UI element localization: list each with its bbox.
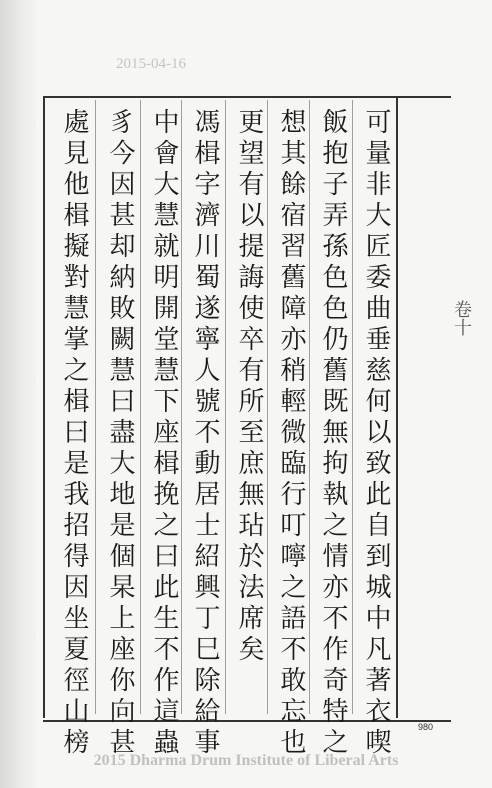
text-column-8: 處見他楫擬對慧掌之楫曰是我招得因坐夏徑山榜 bbox=[59, 108, 89, 759]
frame-right-rule bbox=[396, 96, 398, 718]
text-column-1: 可量非大匠委曲垂慈何以致此自到城中凡著衣喫 bbox=[361, 108, 391, 759]
column-separator bbox=[309, 100, 310, 714]
page-number: 980 bbox=[418, 722, 434, 732]
text-column-6: 中會大慧就明開堂慧下座楫挽之曰此生不作這蟲 bbox=[149, 108, 179, 759]
column-separator bbox=[225, 100, 226, 714]
column-separator bbox=[267, 100, 268, 714]
footer-watermark: 2015 Dharma Drum Institute of Liberal Arts bbox=[93, 752, 399, 769]
text-column-2: 飯抱子弄孫色色仍舊既無拘執之情亦不作奇特之 bbox=[318, 108, 348, 759]
column-separator bbox=[140, 100, 141, 714]
text-column-3: 想其餘宿習舊障亦稍輕微臨行叮嚀之語不敢忘也 bbox=[276, 108, 306, 759]
column-separator bbox=[95, 100, 96, 714]
text-column-5: 馮楫字濟川蜀遂寧人號不動居士紹興丁巳除給事 bbox=[190, 108, 220, 759]
text-column-7: 豸今因甚却納敗闕慧曰盡大地是個杲上座你向甚 bbox=[105, 108, 135, 759]
scan-date-stamp: 2015-04-16 bbox=[116, 56, 186, 72]
text-column-4: 更望有以提誨使卒有所至庶無玷於法席矣 bbox=[234, 108, 264, 666]
margin-volume-mark: 卷十 bbox=[451, 300, 472, 336]
frame-left-rule bbox=[43, 96, 45, 718]
column-separator bbox=[181, 100, 182, 714]
column-separator bbox=[352, 100, 353, 714]
book-gutter-shadow bbox=[0, 0, 36, 788]
